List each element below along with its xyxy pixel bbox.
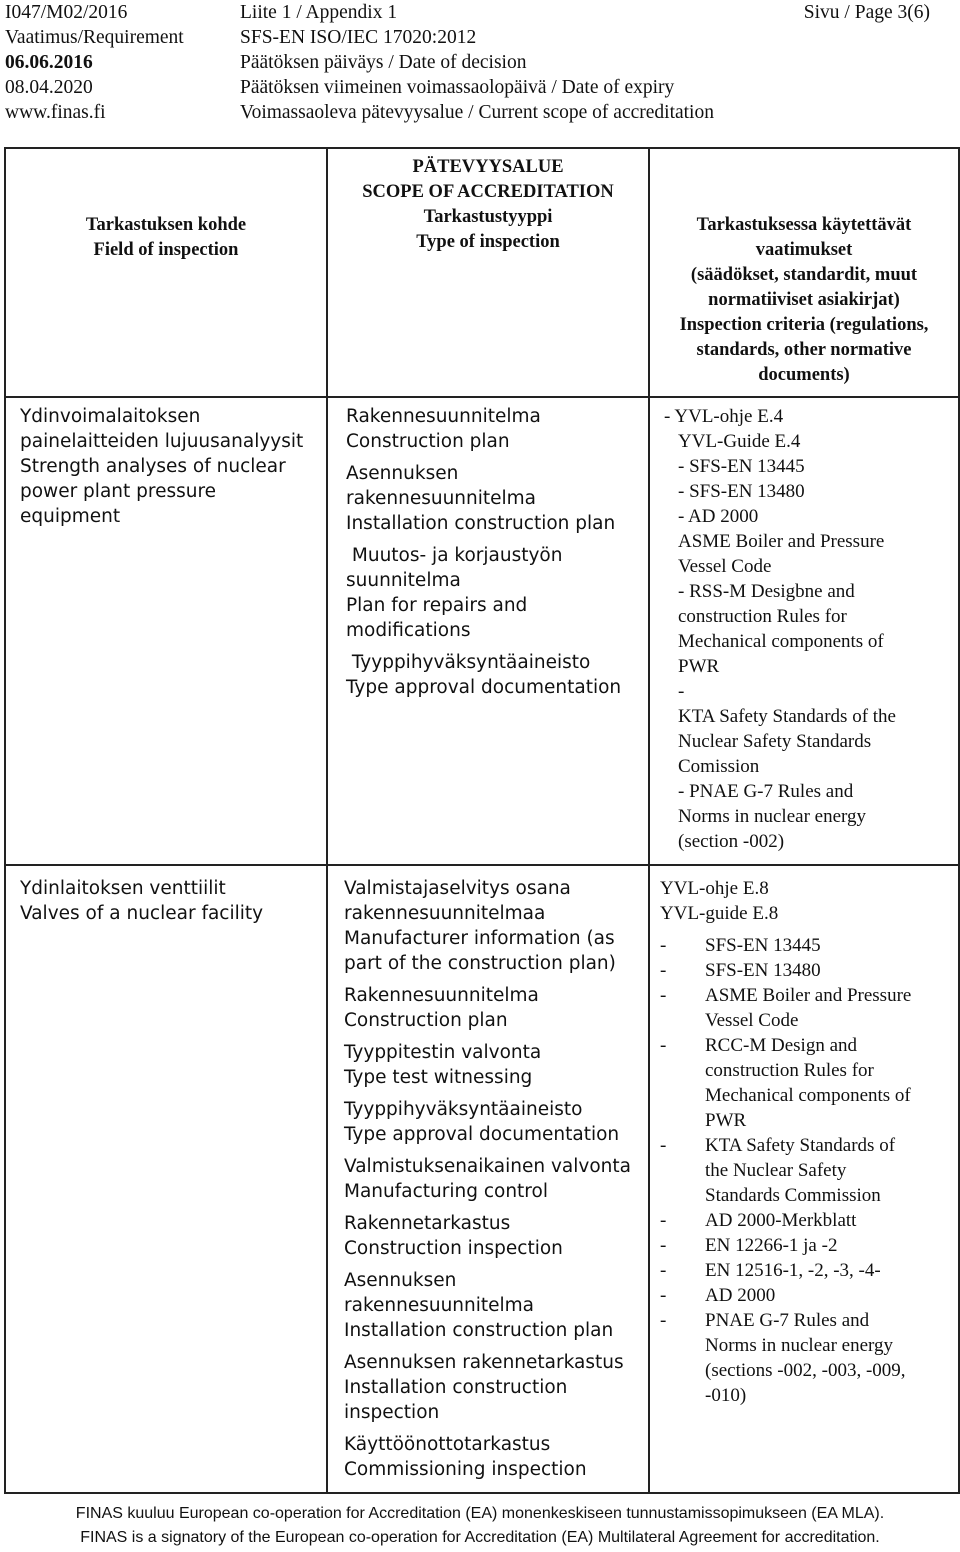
criteria-line: SFS-EN 13480 xyxy=(705,960,821,981)
type-text: Commissioning inspection xyxy=(344,1459,587,1480)
field-cell xyxy=(5,397,327,865)
type-text: Construction plan xyxy=(346,431,510,452)
criteria-line: Norms in nuclear energy xyxy=(705,1335,894,1356)
list-dash: - xyxy=(660,1260,667,1281)
list-item xyxy=(660,1033,948,1133)
type-item xyxy=(346,650,638,700)
criteria-line: Nuclear Safety Standards xyxy=(678,731,872,752)
criteria-header-line: standards, other normative xyxy=(696,340,912,360)
decision-date: 06.06.2016 xyxy=(5,52,93,73)
criteria-header-line: Inspection criteria (regulations, xyxy=(679,315,929,335)
type-text: Type approval documentation xyxy=(344,1124,620,1145)
criteria-header-line: vaatimukset xyxy=(755,240,853,260)
criteria-header-line: documents) xyxy=(758,365,850,385)
table-row xyxy=(5,865,959,1493)
list-dash: - xyxy=(660,1285,667,1306)
expiry-date: 08.04.2020 xyxy=(5,77,93,98)
type-text: Rakennetarkastus xyxy=(344,1213,511,1234)
criteria-line: RCC-M Design and xyxy=(705,1035,857,1056)
header-row-requirement xyxy=(0,25,960,51)
type-text: modifications xyxy=(346,620,471,641)
criteria-line: Mechanical components of xyxy=(705,1085,911,1106)
field-line: Valves of a nuclear facility xyxy=(20,903,264,924)
criteria-line: -010) xyxy=(705,1385,747,1406)
type-text: Muutos- ja korjaustyön xyxy=(346,545,563,566)
criteria-line: - YVL-ohje E.4 xyxy=(664,406,784,427)
type-item xyxy=(344,1154,638,1204)
list-dash: - xyxy=(660,985,667,1006)
criteria-line: ASME Boiler and Pressure xyxy=(678,531,885,552)
list-dash: - xyxy=(660,1235,667,1256)
criteria-line: Vessel Code xyxy=(678,556,772,577)
page-number: Sivu / Page 3(6) xyxy=(803,2,930,23)
criteria-line: PWR xyxy=(705,1110,747,1131)
criteria-line: AD 2000 xyxy=(705,1285,776,1306)
type-text: Manufacturing control xyxy=(344,1181,548,1202)
criteria-line: ASME Boiler and Pressure xyxy=(705,985,912,1006)
expiry-date-label: Päätöksen viimeinen voimassaolopäivä / Date of expiry xyxy=(240,77,675,98)
type-text: Rakennesuunnitelma xyxy=(346,406,541,427)
type-text: Tyyppihyväksyntäaineisto xyxy=(344,1099,583,1120)
criteria-cell xyxy=(649,397,959,865)
criteria-line: Mechanical components of xyxy=(678,631,884,652)
field-line: Ydinlaitoksen venttiilit xyxy=(20,878,226,899)
type-text: Type approval documentation xyxy=(346,677,622,698)
type-cell xyxy=(327,865,649,1493)
criteria-list xyxy=(660,933,948,1408)
type-text: Construction inspection xyxy=(344,1238,563,1259)
criteria-line: - SFS-EN 13480 xyxy=(678,481,805,502)
field-header-fi: Tarkastuksen kohde xyxy=(85,215,247,235)
criteria-header-line: Tarkastuksessa käytettävät xyxy=(696,215,912,235)
type-item xyxy=(346,461,638,536)
decision-date-label: Päätöksen päiväys / Date of decision xyxy=(240,52,527,73)
type-item xyxy=(344,1350,638,1425)
criteria-header-line: (säädökset, standardit, muut xyxy=(690,265,918,285)
list-item xyxy=(660,1283,948,1308)
criteria-line: - AD 2000 xyxy=(678,506,759,527)
document-code: I047/M02/2016 xyxy=(5,2,128,23)
header-row-website xyxy=(0,100,960,126)
list-dash: - xyxy=(660,1210,667,1231)
footer-line-en: FINAS is a signatory of the European co-operation for Accreditation (EA) Multilateral Agreement for accreditation. xyxy=(80,1529,880,1546)
criteria-line: EN 12266-1 ja -2 xyxy=(705,1235,838,1256)
criteria-line: SFS-EN 13445 xyxy=(705,935,821,956)
field-line: painelaitteiden lujuusanalyysit xyxy=(20,431,304,452)
list-item xyxy=(660,1233,948,1258)
criteria-line: Comission xyxy=(678,756,760,777)
header-row-decision xyxy=(0,50,960,76)
field-cell xyxy=(5,865,327,1493)
criteria-line: KTA Safety Standards of the xyxy=(678,706,896,727)
field-header xyxy=(5,148,327,397)
list-item xyxy=(660,1208,948,1233)
criteria-line: AD 2000-Merkblatt xyxy=(705,1210,857,1231)
criteria-header xyxy=(649,148,959,397)
list-item xyxy=(660,1308,948,1408)
criteria-line: - PNAE G-7 Rules and xyxy=(678,781,854,802)
list-item xyxy=(660,1258,948,1283)
list-dash: - xyxy=(660,935,667,956)
criteria-line: (section -002) xyxy=(678,831,785,852)
criteria-line: PWR xyxy=(678,656,720,677)
requirement-standard: SFS-EN ISO/IEC 17020:2012 xyxy=(240,27,477,48)
list-item xyxy=(660,933,948,958)
criteria-header-line: normatiiviset asiakirjat) xyxy=(708,290,900,310)
criteria-line: YVL-guide E.8 xyxy=(660,903,779,924)
criteria-line: - xyxy=(678,681,685,702)
requirement-label: Vaatimus/Requirement xyxy=(5,27,184,48)
header-row-doc-id xyxy=(0,0,960,26)
type-text: Valmistajaselvitys osana xyxy=(344,878,571,899)
criteria-cell xyxy=(649,865,959,1493)
table-header-row xyxy=(5,148,959,397)
criteria-line: YVL-ohje E.8 xyxy=(660,878,769,899)
appendix-label: Liite 1 / Appendix 1 xyxy=(240,2,398,23)
criteria-list xyxy=(664,429,948,854)
scope-title-en: SCOPE OF ACCREDITATION xyxy=(362,182,614,202)
header-row-expiry xyxy=(0,75,960,101)
field-line: power plant pressure equipment xyxy=(20,481,217,527)
type-item xyxy=(344,876,638,976)
list-item xyxy=(660,983,948,1033)
criteria-line: YVL-Guide E.4 xyxy=(678,431,801,452)
type-text: Manufacturer information (as xyxy=(344,928,615,949)
type-header-fi: Tarkastustyyppi xyxy=(423,207,553,227)
criteria-line: construction Rules for xyxy=(678,606,847,627)
type-text: part of the construction plan) xyxy=(344,953,616,974)
type-item xyxy=(344,1040,638,1090)
type-item xyxy=(344,1268,638,1343)
criteria-line: construction Rules for xyxy=(705,1060,874,1081)
scope-table xyxy=(4,147,960,1494)
criteria-line: - RSS-M Desigbne and xyxy=(678,581,855,602)
type-text: Installation construction plan xyxy=(344,1320,614,1341)
criteria-line: the Nuclear Safety xyxy=(705,1160,847,1181)
type-text: Installation construction plan xyxy=(346,513,616,534)
list-item xyxy=(660,958,948,983)
type-item xyxy=(344,1211,638,1261)
criteria-line: (sections -002, -003, -009, xyxy=(705,1360,906,1381)
website-link[interactable]: www.finas.fi xyxy=(5,102,106,123)
type-text: Plan for repairs and xyxy=(346,595,528,616)
type-header xyxy=(327,148,649,397)
type-text: suunnitelma xyxy=(346,570,461,591)
list-dash: - xyxy=(660,1310,667,1331)
type-item xyxy=(344,1432,638,1482)
list-dash: - xyxy=(660,960,667,981)
criteria-line: Norms in nuclear energy xyxy=(678,806,867,827)
type-item xyxy=(346,543,638,643)
page-footer xyxy=(0,1502,960,1550)
type-text: Asennuksen rakennetarkastus xyxy=(344,1352,624,1373)
type-text: Rakennesuunnitelma xyxy=(344,985,539,1006)
type-text: inspection xyxy=(344,1402,440,1423)
list-dash: - xyxy=(660,1135,667,1156)
field-line: Strength analyses of nuclear xyxy=(20,456,286,477)
type-text: Tyyppitestin valvonta xyxy=(344,1042,542,1063)
criteria-line: PNAE G-7 Rules and xyxy=(705,1310,870,1331)
criteria-line: Vessel Code xyxy=(705,1010,799,1031)
type-item xyxy=(344,983,638,1033)
type-text: Construction plan xyxy=(344,1010,508,1031)
criteria-line: Standards Commission xyxy=(705,1185,881,1206)
field-header-en: Field of inspection xyxy=(93,240,239,260)
type-text: Asennuksen rakennesuunnitelma xyxy=(344,1270,535,1316)
type-text: Tyyppihyväksyntäaineisto xyxy=(346,652,591,673)
criteria-line: KTA Safety Standards of xyxy=(705,1135,896,1156)
scope-title-fi: PÄTEVYYSALUE xyxy=(412,157,564,177)
type-text: rakennesuunnitelmaa xyxy=(344,903,546,924)
footer-line-fi: FINAS kuuluu European co-operation for Accreditation (EA) monenkeskiseen tunnustamissopimukseen (EA MLA). xyxy=(75,1505,885,1522)
type-text: Installation construction xyxy=(344,1377,568,1398)
type-text: Type test witnessing xyxy=(344,1067,533,1088)
type-text: Asennuksen rakennesuunnitelma xyxy=(346,463,537,509)
criteria-line: - SFS-EN 13445 xyxy=(678,456,805,477)
type-item xyxy=(344,1097,638,1147)
table-row xyxy=(5,397,959,865)
field-line: Ydinvoimalaitoksen xyxy=(20,406,201,427)
type-item xyxy=(346,404,638,454)
criteria-line: EN 12516-1, -2, -3, -4- xyxy=(705,1260,881,1281)
list-dash: - xyxy=(660,1035,667,1056)
type-header-en: Type of inspection xyxy=(416,232,560,252)
type-cell xyxy=(327,397,649,865)
list-item xyxy=(660,1133,948,1208)
type-text: Valmistuksenaikainen valvonta xyxy=(344,1156,631,1177)
type-text: Käyttöönottotarkastus xyxy=(344,1434,551,1455)
scope-label: Voimassaoleva pätevyysalue / Current scope of accreditation xyxy=(240,102,714,123)
